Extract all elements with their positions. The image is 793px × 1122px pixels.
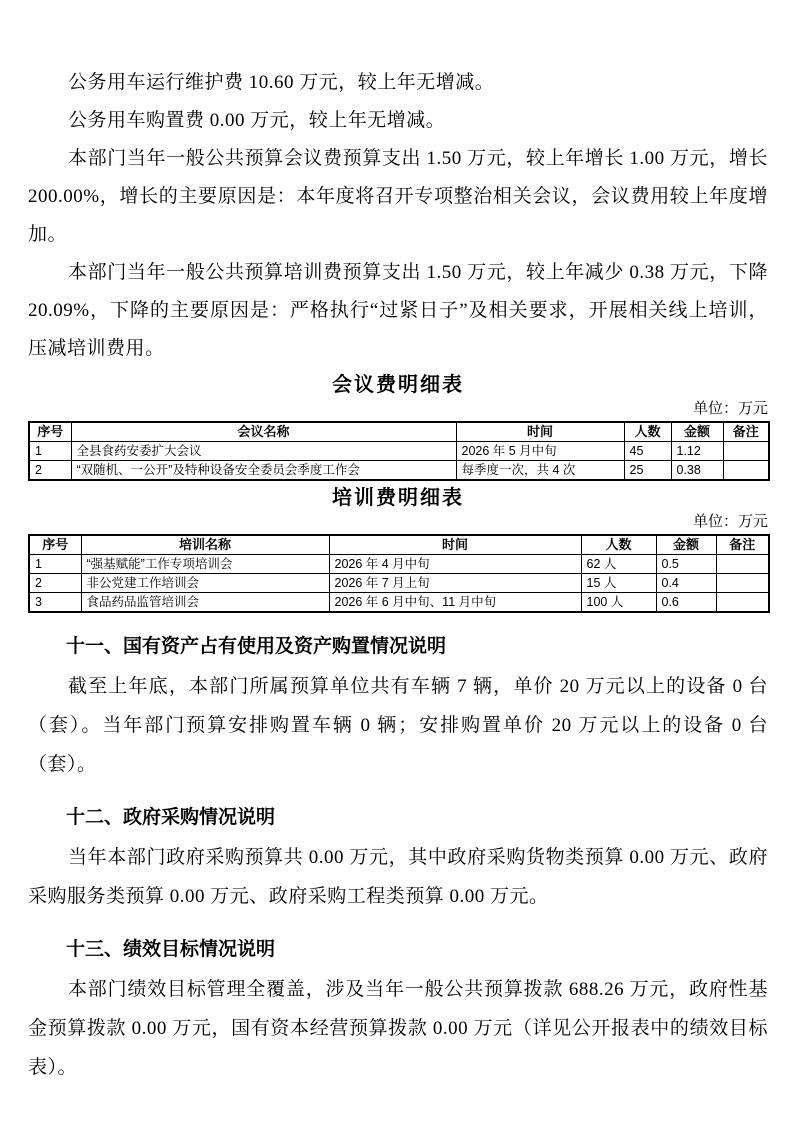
cell-remarks [723, 461, 769, 481]
cell-people-count: 100 人 [581, 593, 656, 613]
intro-paragraph-vehicle-maintenance: 公务用车运行维护费 10.60 万元，较上年无增减。 [68, 72, 495, 93]
meeting-fee-table [28, 421, 770, 481]
section-state-assets [28, 631, 768, 784]
training-fee-table-title: 培训费明细表 [332, 487, 464, 509]
cell-meeting-name: “双随机、一公开”及特种设备安全委员会季度工作会 [71, 461, 456, 481]
cell-time: 2026 年 4 月中旬 [329, 555, 581, 574]
cell-time: 2026 年 7 月上旬 [329, 574, 581, 593]
cell-index: 1 [29, 442, 71, 461]
column-header-time: 时间 [456, 422, 624, 442]
column-header-amount: 金额 [656, 535, 716, 555]
cell-remarks [716, 555, 769, 574]
training-fee-table-unit-label: 单位：万元 [692, 514, 768, 530]
cell-people-count: 62 人 [581, 555, 656, 574]
meeting-fee-table-unit-label: 单位：万元 [692, 401, 768, 417]
cell-remarks [716, 574, 769, 593]
cell-amount: 1.12 [671, 442, 723, 461]
column-header-index: 序号 [29, 422, 71, 442]
column-header-people-count: 人数 [581, 535, 656, 555]
cell-time: 2026 年 5 月中旬 [456, 442, 624, 461]
table-row [29, 555, 769, 574]
cell-meeting-name: 全县食药安委扩大会议 [71, 442, 456, 461]
cell-remarks [723, 442, 769, 461]
cell-people-count: 45 [624, 442, 671, 461]
cell-index: 1 [29, 555, 81, 574]
table-row [29, 461, 769, 481]
intro-paragraph-meeting-fee: 本部门当年一般公共预算会议费预算支出 1.50 万元，较上年增长 1.00 万元，增长 200.00%，增长的主要原因是：本年度将召开专项整治相关会议，会议费用较上年度增加。 [28, 148, 768, 245]
section-heading-12: 十二、政府采购情况说明 [66, 807, 276, 828]
cell-training-name: 食品药品监管培训会 [81, 593, 329, 613]
column-header-people-count: 人数 [624, 422, 671, 442]
cell-index: 3 [29, 593, 81, 613]
section-heading-11: 十一、国有资产占有使用及资产购置情况说明 [66, 636, 447, 657]
section-heading-13: 十三、绩效目标情况说明 [66, 939, 276, 960]
section-performance-targets [28, 934, 768, 1087]
table-row [29, 593, 769, 613]
cell-time: 2026 年 6 月中旬、11 月中旬 [329, 593, 581, 613]
table-header-row [29, 535, 769, 555]
training-fee-table [28, 534, 770, 613]
table-row [29, 442, 769, 461]
table-header-row [29, 422, 769, 442]
section-body-11: 截至上年底，本部门所属预算单位共有车辆 7 辆，单价 20 万元以上的设备 0 台（套）。当年部门预算安排购置车辆 0 辆；安排购置单价 20 万元以上的设备 0 台（套）。 [28, 676, 768, 775]
cell-amount: 0.4 [656, 574, 716, 593]
cell-amount: 0.38 [671, 461, 723, 481]
table-row [29, 574, 769, 593]
column-header-remarks: 备注 [716, 535, 769, 555]
intro-paragraph-vehicle-purchase: 公务用车购置费 0.00 万元，较上年无增减。 [68, 110, 446, 131]
section-body-13: 本部门绩效目标管理全覆盖，涉及当年一般公共预算拨款 688.26 万元，政府性基金预算拨款 0.00 万元，国有资本经营预算拨款 0.00 万元（详见公开报表中的绩效目标表）。 [28, 979, 768, 1078]
section-body-12: 当年本部门政府采购预算共 0.00 万元，其中政府采购货物类预算 0.00 万元、政府采购服务类预算 0.00 万元、政府采购工程类预算 0.00 万元。 [28, 847, 768, 907]
meeting-fee-table-title: 会议费明细表 [332, 374, 464, 396]
column-header-time: 时间 [329, 535, 581, 555]
cell-index: 2 [29, 461, 71, 481]
cell-people-count: 25 [624, 461, 671, 481]
cell-training-name: 非公党建工作培训会 [81, 574, 329, 593]
column-header-amount: 金额 [671, 422, 723, 442]
cell-training-name: “强基赋能”工作专项培训会 [81, 555, 329, 574]
intro-paragraph-training-fee: 本部门当年一般公共预算培训费预算支出 1.50 万元，较上年减少 0.38 万元，下降 20.09%，下降的主要原因是：严格执行“过紧日子”及相关要求，开展相关线上培训，压减培训费用。 [28, 262, 768, 359]
cell-time: 每季度一次，共 4 次 [456, 461, 624, 481]
column-header-remarks: 备注 [723, 422, 769, 442]
cell-index: 2 [29, 574, 81, 593]
column-header-training-name: 培训名称 [81, 535, 329, 555]
cell-amount: 0.6 [656, 593, 716, 613]
cell-people-count: 15 人 [581, 574, 656, 593]
cell-amount: 0.5 [656, 555, 716, 574]
column-header-meeting-name: 会议名称 [71, 422, 456, 442]
cell-remarks [716, 593, 769, 613]
column-header-index: 序号 [29, 535, 81, 555]
section-government-procurement [28, 802, 768, 916]
